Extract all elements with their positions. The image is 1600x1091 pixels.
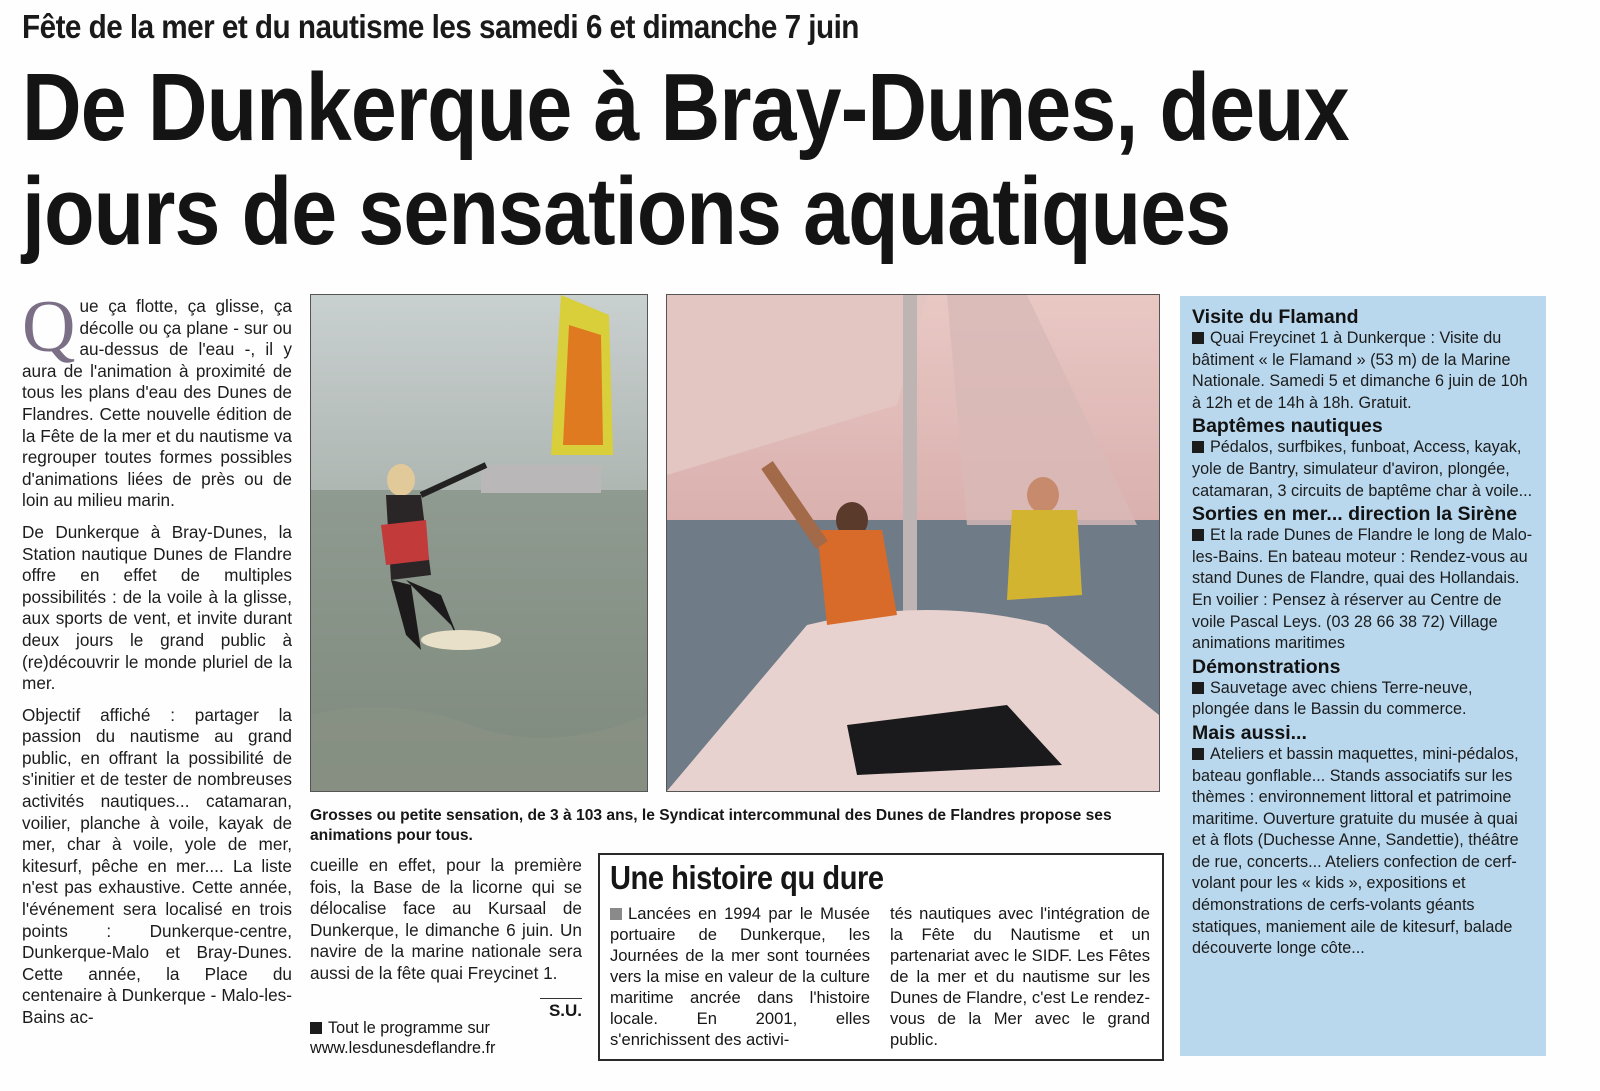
bullet-square-icon — [1192, 748, 1204, 760]
photo-kitesurfer — [310, 294, 648, 792]
history-box — [598, 853, 1164, 1061]
program-url[interactable]: www.lesdunesdeflandre.fr — [310, 1039, 496, 1057]
sidebar-section-text: Et la rade Dunes de Flandre le long de Malo-les-Bains. En bateau moteur : Rendez-vous au stand Dunes de Flandre, quai des Hollandais. En voilier : Pensez à réserver au Centre de voile Pascal Leys. (03 28 66 38 72) Village animations maritimes — [1192, 526, 1533, 653]
info-sidebar — [1180, 296, 1546, 1056]
paragraph-1 — [22, 286, 292, 512]
article-column-3 — [310, 855, 582, 985]
bullet-square-icon — [610, 908, 622, 920]
history-box-left-column — [610, 903, 870, 1050]
sidebar-section-title: Sorties en mer... direction la Sirène — [1192, 503, 1518, 526]
headline-line-1: De Dunkerque à Bray-Dunes, deux — [22, 54, 1349, 161]
history-box-title: Une histoire qu dure — [610, 859, 884, 896]
sidebar-section-text: Quai Freycinet 1 à Dunkerque : Visite du bâtiment « le Flamand » (53 m) de la Marine Nationale. Samedi 5 et dimanche 6 juin de 10h à 12h et de 14h à 18h. Gratuit. — [1192, 329, 1528, 412]
photo-caption: Grosses ou petite sensation, de 3 à 103 ans, le Syndicat intercommunal des Dunes de Flandres propose ses animations pour tous. — [310, 807, 1112, 844]
bullet-square-icon — [1192, 529, 1204, 541]
article-headline — [22, 56, 1501, 264]
sailboat-image — [667, 295, 1159, 791]
sidebar-section-title: Baptêmes nautiques — [1192, 415, 1383, 438]
drop-cap: Q — [22, 286, 76, 368]
headline-line-2: jours de sensations aquatiques — [22, 158, 1231, 265]
bullet-square-icon — [1192, 332, 1204, 344]
paragraph-4: cueille en effet, pour la première fois, la Base de la licorne qui se délocalise face au Kursaal de Dunkerque, le dimanche 6 juin. Un navire de la marine nationale sera aussi de la fête quai Freycinet 1. — [310, 855, 582, 983]
program-line-1 — [310, 1018, 560, 1038]
paragraph-3: Objectif affiché : partager la passion du nautisme au grand public, en offrant la possibilité de s'initier et de tester de nombreuses activités nautiques... catamaran, voilier, planche à voile, kayak de mer, char à voile, yole de mer, kitesurf, pêche en mer.... La liste n'est pas exhaustive. Cette année, l'événement sera localisé en trois points : Dunkerque-centre, Dunkerque-Malo et Bray-Dunes. Cette année, la Place du centenaire à Dunkerque - Malo-les-Bains ac- — [22, 704, 292, 1027]
sidebar-section-text: Sauvetage avec chiens Terre-neuve, plongée dans le Bassin du commerce. — [1192, 678, 1473, 719]
history-box-left-text: Lancées en 1994 par le Musée portuaire de Dunkerque, les Journées de la mer sont tournées vers la mise en valeur de la culture maritime ancrée dans l'histoire locale. En 2001, elles s'enrichissent des activi- — [610, 904, 870, 1049]
article-column-1 — [22, 286, 292, 1039]
history-box-right-column: tés nautiques avec l'intégration de la Fête du Nautisme et un partenariat avec le SIDF. Les Fêtes de la mer et du nautisme sur les Dunes de Flandre, c'est Le rendez-vous de la Mer avec le grand public. — [890, 904, 1150, 1049]
sidebar-section-text: Ateliers et bassin maquettes, mini-pédalos, bateau gonflable... Stands associatifs sur les thèmes : environnement littoral et patrimoine maritime. Ouverture gratuite du musée à quai et à flots (Duchesse Anne, Sandettie), théâtre de rue, concerts... Ateliers confection de cerf-volant pour les « kids », expositions et démonstrations de cerfs-volants géants statiques, maniement aile de kitesurf, balade découverte longe côte... — [1192, 744, 1519, 958]
paragraph-1-text: ue ça flotte, ça glisse, ça décolle ou ça plane - sur ou au-dessus de l'eau -, il y aura de l'animation à proximité de tous les plans d'eau des Dunes de Flandres. Cette nouvelle édition de la Fête de la mer et du nautisme va regrouper toutes formes possibles d'animations liées de près ou de loin au milieu marin. — [22, 296, 292, 511]
program-link-block — [310, 1018, 560, 1058]
bullet-square-icon — [1192, 441, 1204, 453]
program-text: Tout le programme sur — [328, 1019, 490, 1037]
photo-sailboat — [666, 294, 1160, 792]
author-signature: S.U. — [540, 998, 582, 1021]
sidebar-section-title: Démonstrations — [1192, 655, 1341, 678]
bullet-square-icon — [1192, 682, 1204, 694]
paragraph-2: De Dunkerque à Bray-Dunes, la Station nautique Dunes de Flandre offre en effet de multiples possibilités : de la voile à la glisse, aux sports de vent, et invite durant deux jours le grand public à (re)découvrir le monde pluriel de la mer. — [22, 521, 292, 694]
kitesurfer-image — [311, 295, 647, 791]
sidebar-section-text: Pédalos, surfbikes, funboat, Access, kayak, yole de Bantry, simulateur d'aviron, plongée, catamaran, 3 circuits de baptême char à voile... — [1192, 438, 1533, 500]
bullet-square-icon — [310, 1022, 322, 1034]
sidebar-section-title: Visite du Flamand — [1192, 306, 1359, 328]
article-surtitle: Fête de la mer et du nautisme les samedi 6 et dimanche 7 juin — [22, 8, 859, 45]
sidebar-section-title: Mais aussi... — [1192, 721, 1307, 744]
